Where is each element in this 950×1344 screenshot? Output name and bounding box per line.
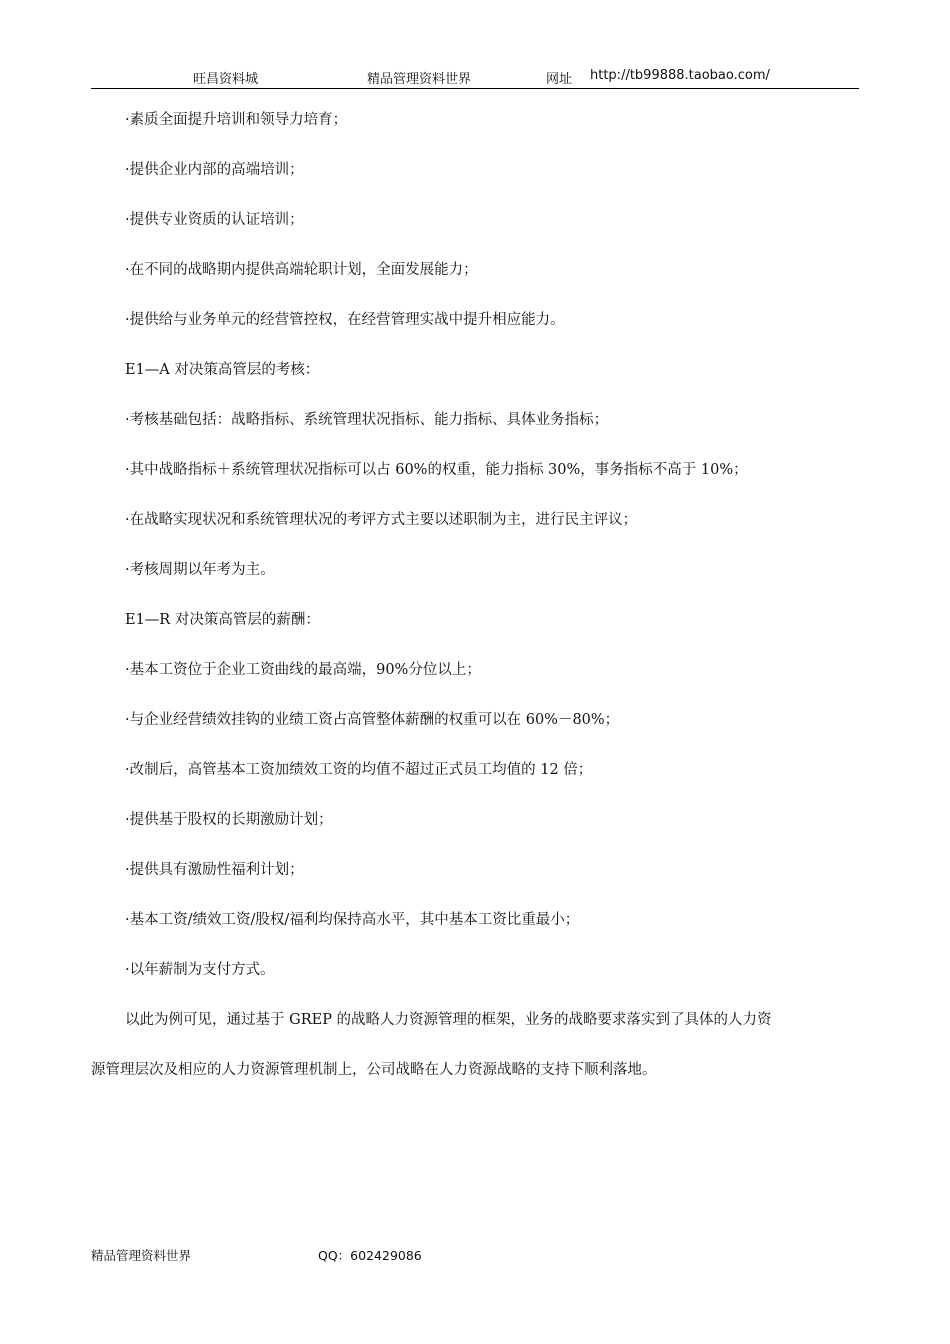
list-item: ·提供具有激励性福利计划； [125,862,304,878]
conclusion-paragraph-line-2: 源管理层次及相应的人力资源管理机制上，公司战略在人力资源战略的支持下顺利落地。 [91,1062,657,1078]
list-item: ·在战略实现状况和系统管理状况的考评方式主要以述职制为主，进行民主评议； [125,512,638,528]
footer-left-text: 精品管理资料世界 [91,1248,192,1263]
document-body [91,100,861,1100]
list-item: ·考核周期以年考为主。 [125,562,275,578]
list-item: ·改制后，高管基本工资加绩效工资的均值不超过正式员工均值的 12 倍； [125,762,593,778]
header-divider [91,88,859,89]
section-heading-assessment: E1—A 对决策高管层的考核： [125,362,320,378]
header-url-link[interactable]: http://tb99888.taobao.com/ [590,68,770,83]
list-item: ·以年薪制为支付方式。 [125,962,275,978]
header-url-label: 网址 [546,72,573,87]
list-item: ·与企业经营绩效挂钩的业绩工资占高管整体薪酬的权重可以在 60%－80%； [125,712,620,728]
list-item: ·提供企业内部的高端培训； [125,162,304,178]
header-world: 精品管理资料世界 [367,72,472,87]
list-item: ·提供专业资质的认证培训； [125,212,304,228]
conclusion-paragraph-line-1: 以此为例可见，通过基于 GREP 的战略人力资源管理的框架，业务的战略要求落实到了具体的人力资 [125,1012,772,1028]
list-item: ·基本工资/绩效工资/股权/福利均保持高水平，其中基本工资比重最小； [125,912,580,928]
header-brand: 旺昌资料城 [193,72,259,87]
list-item: ·提供给与业务单元的经营管控权，在经营管理实战中提升相应能力。 [125,312,565,328]
list-item: ·提供基于股权的长期激励计划； [125,812,333,828]
list-item: ·考核基础包括：战略指标、系统管理状况指标、能力指标、具体业务指标； [125,412,609,428]
list-item: ·素质全面提升培训和领导力培育； [125,112,348,128]
list-item: ·在不同的战略期内提供高端轮职计划，全面发展能力； [125,262,478,278]
list-item: ·基本工资位于企业工资曲线的最高端，90%分位以上； [125,662,481,678]
footer-qq: QQ：602429086 [318,1248,422,1263]
list-item: ·其中战略指标＋系统管理状况指标可以占 60%的权重，能力指标 30%，事务指标不高于 10%； [125,462,748,478]
section-heading-compensation: E1—R 对决策高管层的薪酬： [125,612,320,628]
